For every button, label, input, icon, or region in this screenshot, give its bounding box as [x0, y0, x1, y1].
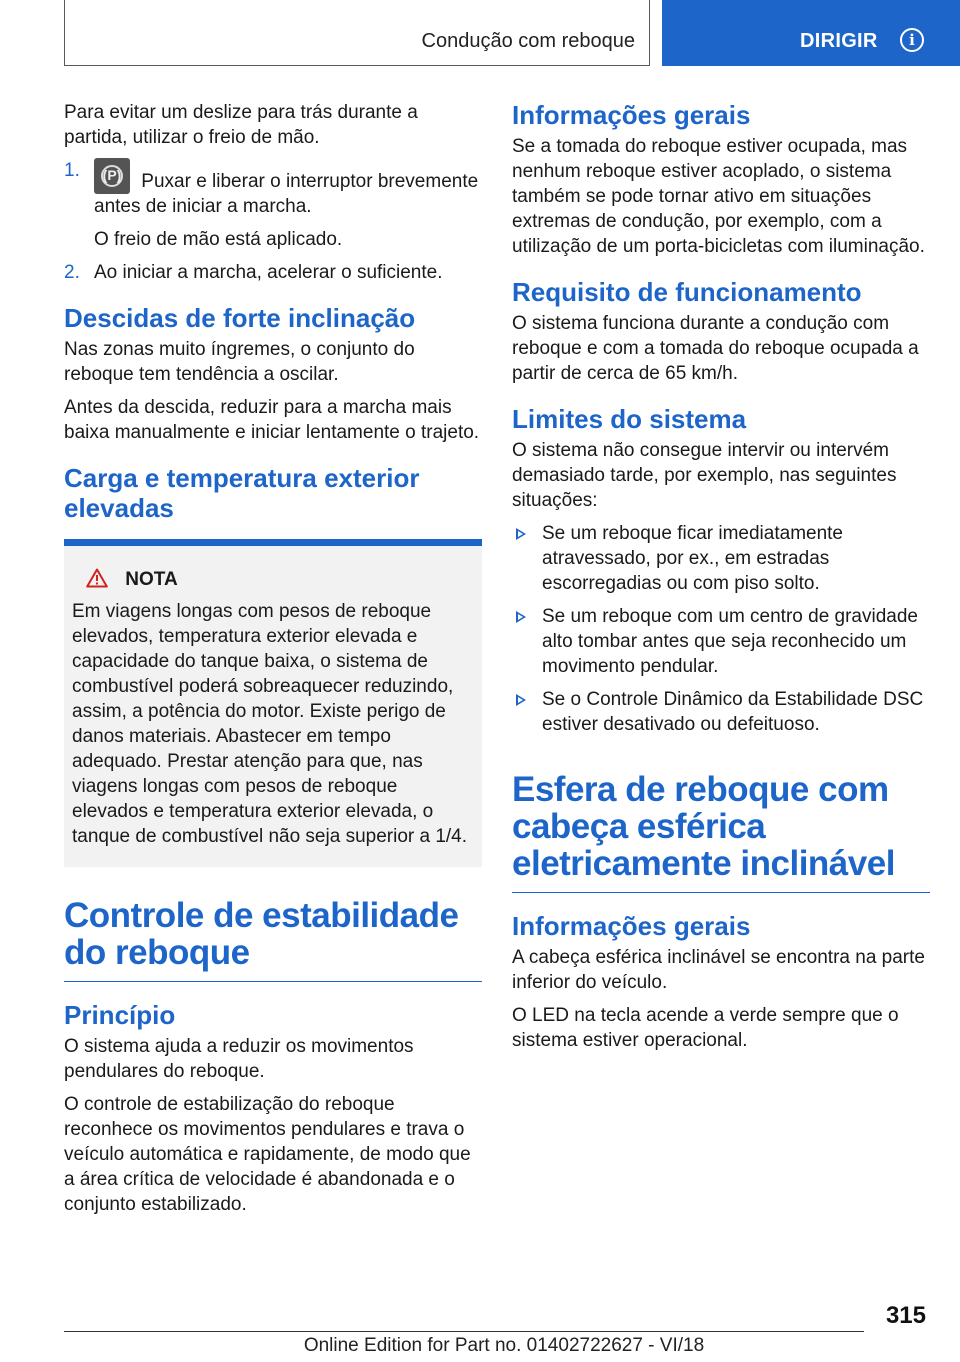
heading-stability: Controle de estabilidade do reboque: [64, 896, 459, 972]
page-number: 315: [885, 1302, 926, 1329]
step-subtext: O freio de mão está aplicado.: [94, 229, 343, 250]
bullet-arrow-icon: [516, 694, 526, 706]
notice-header: [72, 568, 472, 591]
section-towball: [512, 771, 930, 893]
heading-descents: Descidas de forte inclinação: [64, 303, 416, 333]
section-stability: [64, 897, 482, 982]
heading-towball: Esfera de reboque com cabeça esférica eletricamente inclinável: [512, 770, 895, 883]
list-item: Se um reboque com um centro de gravidade alto tombar antes que seja reconhecido um movimento pendular.: [512, 604, 930, 679]
bullet-arrow-icon: [516, 611, 526, 623]
list-item: [64, 260, 482, 285]
descents-paragraph-2: Antes da descida, reduzir para a marcha mais baixa manualmente e iniciar lentamente o trajeto.: [64, 397, 480, 443]
chapter-title: Condução com reboque: [421, 30, 635, 52]
heading-general-info: Informações gerais: [512, 100, 751, 130]
notice-label: NOTA: [125, 569, 178, 590]
towball-paragraph-2: O LED na tecla acende a verde sempre que o sistema estiver operacional.: [512, 1005, 899, 1051]
step-number: 2.: [64, 262, 80, 283]
towball-paragraph-1: A cabeça esférica inclinável se encontra na parte inferior do veículo.: [512, 947, 925, 993]
header-section-box: [662, 0, 960, 66]
steps-list: [64, 158, 482, 285]
notice-text: Em viagens longas com pesos de reboque elevados, temperatura exterior elevada e capacidade do tanque baixa, o sistema de combustível poderá sobreaquecer reduzindo, assim, a potência do motor. Existe perigo de danos materiais. Abastecer em tempo adequado. Prestar atenção para que, nas viagens longas com pesos de reboque elevados e temperatura exterior elevada, o tanque de combustível não seja superior a 1/4.: [72, 601, 468, 847]
heading-limits: Limites do sistema: [512, 404, 747, 434]
principle-paragraph-2: O controle de estabilização do reboque reconhece os movimentos pendulares e trava o veículo automática e rapidamente, de modo que a área crítica de velocidade é abandonada e o conjunto estabilizado.: [64, 1094, 471, 1215]
footer-divider: [64, 1331, 864, 1332]
heading-load-temperature: Carga e temperatura exterior elevadas: [64, 463, 420, 523]
general-info-paragraph: Se a tomada do reboque estiver ocupada, mas nenhum reboque estiver acoplado, o sistema também se pode tornar ativo em situações extremas de condução, por exemplo, com a utilização de um porta-bicicletas com iluminação.: [512, 136, 925, 257]
notice-box: [64, 539, 482, 867]
limits-paragraph: O sistema não consegue intervir ou intervém demasiado tarde, por exemplo, nas seguintes situações:: [512, 440, 897, 511]
list-item: [64, 158, 482, 252]
step-number: 1.: [64, 160, 80, 181]
principle-paragraph-1: O sistema ajuda a reduzir os movimentos pendulares do reboque.: [64, 1036, 414, 1082]
heading-towball-general: Informações gerais: [512, 911, 751, 941]
header-title-box: [64, 0, 650, 66]
heading-requirement: Requisito de funcionamento: [512, 277, 862, 307]
descents-paragraph-1: Nas zonas muito íngremes, o conjunto do reboque tem tendência a oscilar.: [64, 339, 415, 385]
heading-principle: Princípio: [64, 1000, 176, 1030]
list-item: Se um reboque ficar imediatamente atravessado, por ex., em estradas escorregadias ou com piso solto.: [512, 521, 930, 596]
bullet-arrow-icon: [516, 528, 526, 540]
info-icon: i: [900, 28, 924, 52]
list-item: Se o Controle Dinâmico da Estabilidade DSC estiver desativado ou defeituoso.: [512, 687, 930, 737]
parking-brake-icon: (P): [94, 158, 130, 194]
step-text: Puxar e liberar o interruptor brevemente antes de iniciar a marcha.: [94, 171, 479, 217]
right-column: [512, 100, 930, 1061]
intro-paragraph: Para evitar um deslize para trás durante a partida, utilizar o freio de mão.: [64, 102, 418, 148]
page-header: [0, 0, 960, 66]
step-text: Ao iniciar a marcha, acelerar o suficiente.: [94, 262, 443, 283]
footer-edition: Online Edition for Part no. 01402722627 - VI/18: [303, 1335, 705, 1356]
warning-icon: [86, 568, 108, 588]
requirement-paragraph: O sistema funciona durante a condução com reboque e com a tomada do reboque ocupada a partir de cerca de 65 km/h.: [512, 313, 919, 384]
section-label: DIRIGIR: [800, 30, 878, 52]
limits-list: [512, 521, 930, 737]
left-column: [64, 100, 482, 1225]
